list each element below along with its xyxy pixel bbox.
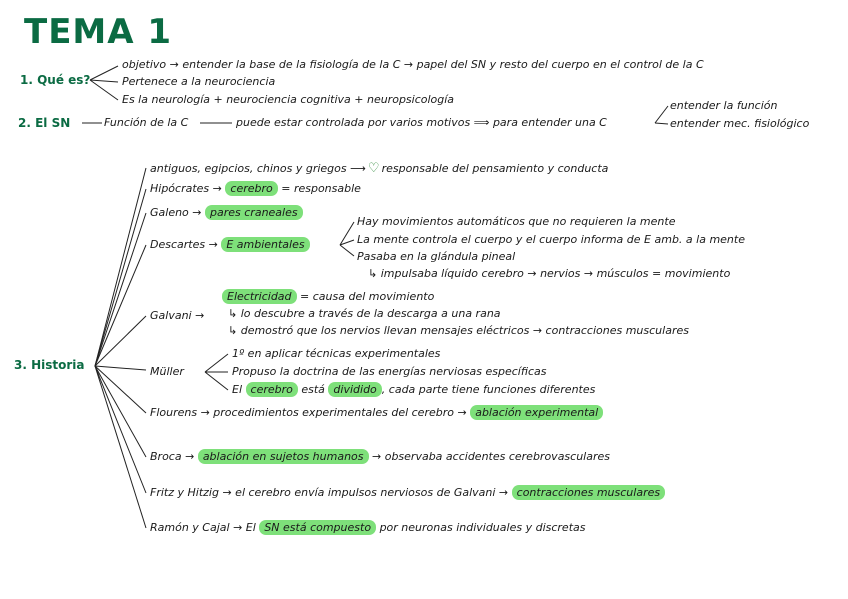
muller-item-cerebro: El cerebro está dividido , cada parte tiene funciones diferentes — [232, 383, 596, 396]
descartes-item: La mente controla el cuerpo y el cuerpo informa de E amb. a la mente — [357, 233, 745, 246]
el-sn-branch: entender mec. fisiológico — [670, 117, 810, 130]
heart-icon: ♡ — [367, 161, 380, 176]
galvani-name: Galvani → — [150, 309, 205, 322]
que-es-item: Pertenece a la neurociencia — [122, 75, 276, 88]
el-sn-branch: entender la función — [670, 99, 778, 112]
broca-row: Broca → ablación en sujetos humanos → observaba accidentes cerebrovasculares — [150, 450, 611, 463]
section-el-sn-label: 2. El SN — [18, 116, 71, 130]
section-que-es-label: 1. Qué es? — [20, 73, 91, 87]
el-sn-text-pre: Función de la C — [104, 116, 189, 129]
galeno-row: Galeno → pares craneales — [150, 206, 303, 219]
muller-item: Propuso la doctrina de las energías nerviosas específicas — [232, 365, 547, 378]
descartes-item: ↳ impulsaba líquido cerebro → nervios → músculos = movimiento — [368, 267, 731, 280]
ramon-row: Ramón y Cajal → El SN está compuesto por neuronas individuales y discretas — [150, 521, 586, 534]
fritz-row: Fritz y Hitzig → el cerebro envía impulsos nerviosos de Galvani → contracciones musculares — [150, 486, 665, 499]
muller-name: Müller — [150, 365, 184, 378]
antiguos-row: antiguos, egipcios, chinos y griegos ⟶ ♡ responsable del pensamiento y conducta — [150, 161, 609, 176]
galvani-item: ↳ demostró que los nervios llevan mensajes eléctricos → contracciones musculares — [228, 324, 689, 337]
que-es-item: objetivo → entender la base de la fisiología de la C → papel del SN y resto del cuerpo en el control de la C — [122, 58, 704, 71]
flourens-row: Flourens → procedimientos experimentales del cerebro → ablación experimental — [150, 406, 603, 419]
galvani-item: ↳ lo descubre a través de la descarga a una rana — [228, 307, 501, 320]
descartes-row: Descartes → E ambientales — [150, 238, 310, 251]
que-es-item: Es la neurología + neurociencia cognitiva + neuropsicología — [122, 93, 455, 106]
descartes-item: Hay movimientos automáticos que no requieren la mente — [357, 215, 676, 228]
muller-item: 1º en aplicar técnicas experimentales — [232, 347, 441, 360]
galvani-main: Electricidad = causa del movimiento — [222, 290, 434, 303]
el-sn-text-mid: puede estar controlada por varios motivos ⟹ para entender una C — [236, 116, 607, 129]
descartes-item: Pasaba en la glándula pineal — [357, 250, 516, 263]
section-historia-label: 3. Historia — [14, 358, 85, 372]
page-title: TEMA 1 — [24, 12, 173, 52]
hipocrates-row: Hipócrates → cerebro = responsable — [150, 182, 361, 195]
